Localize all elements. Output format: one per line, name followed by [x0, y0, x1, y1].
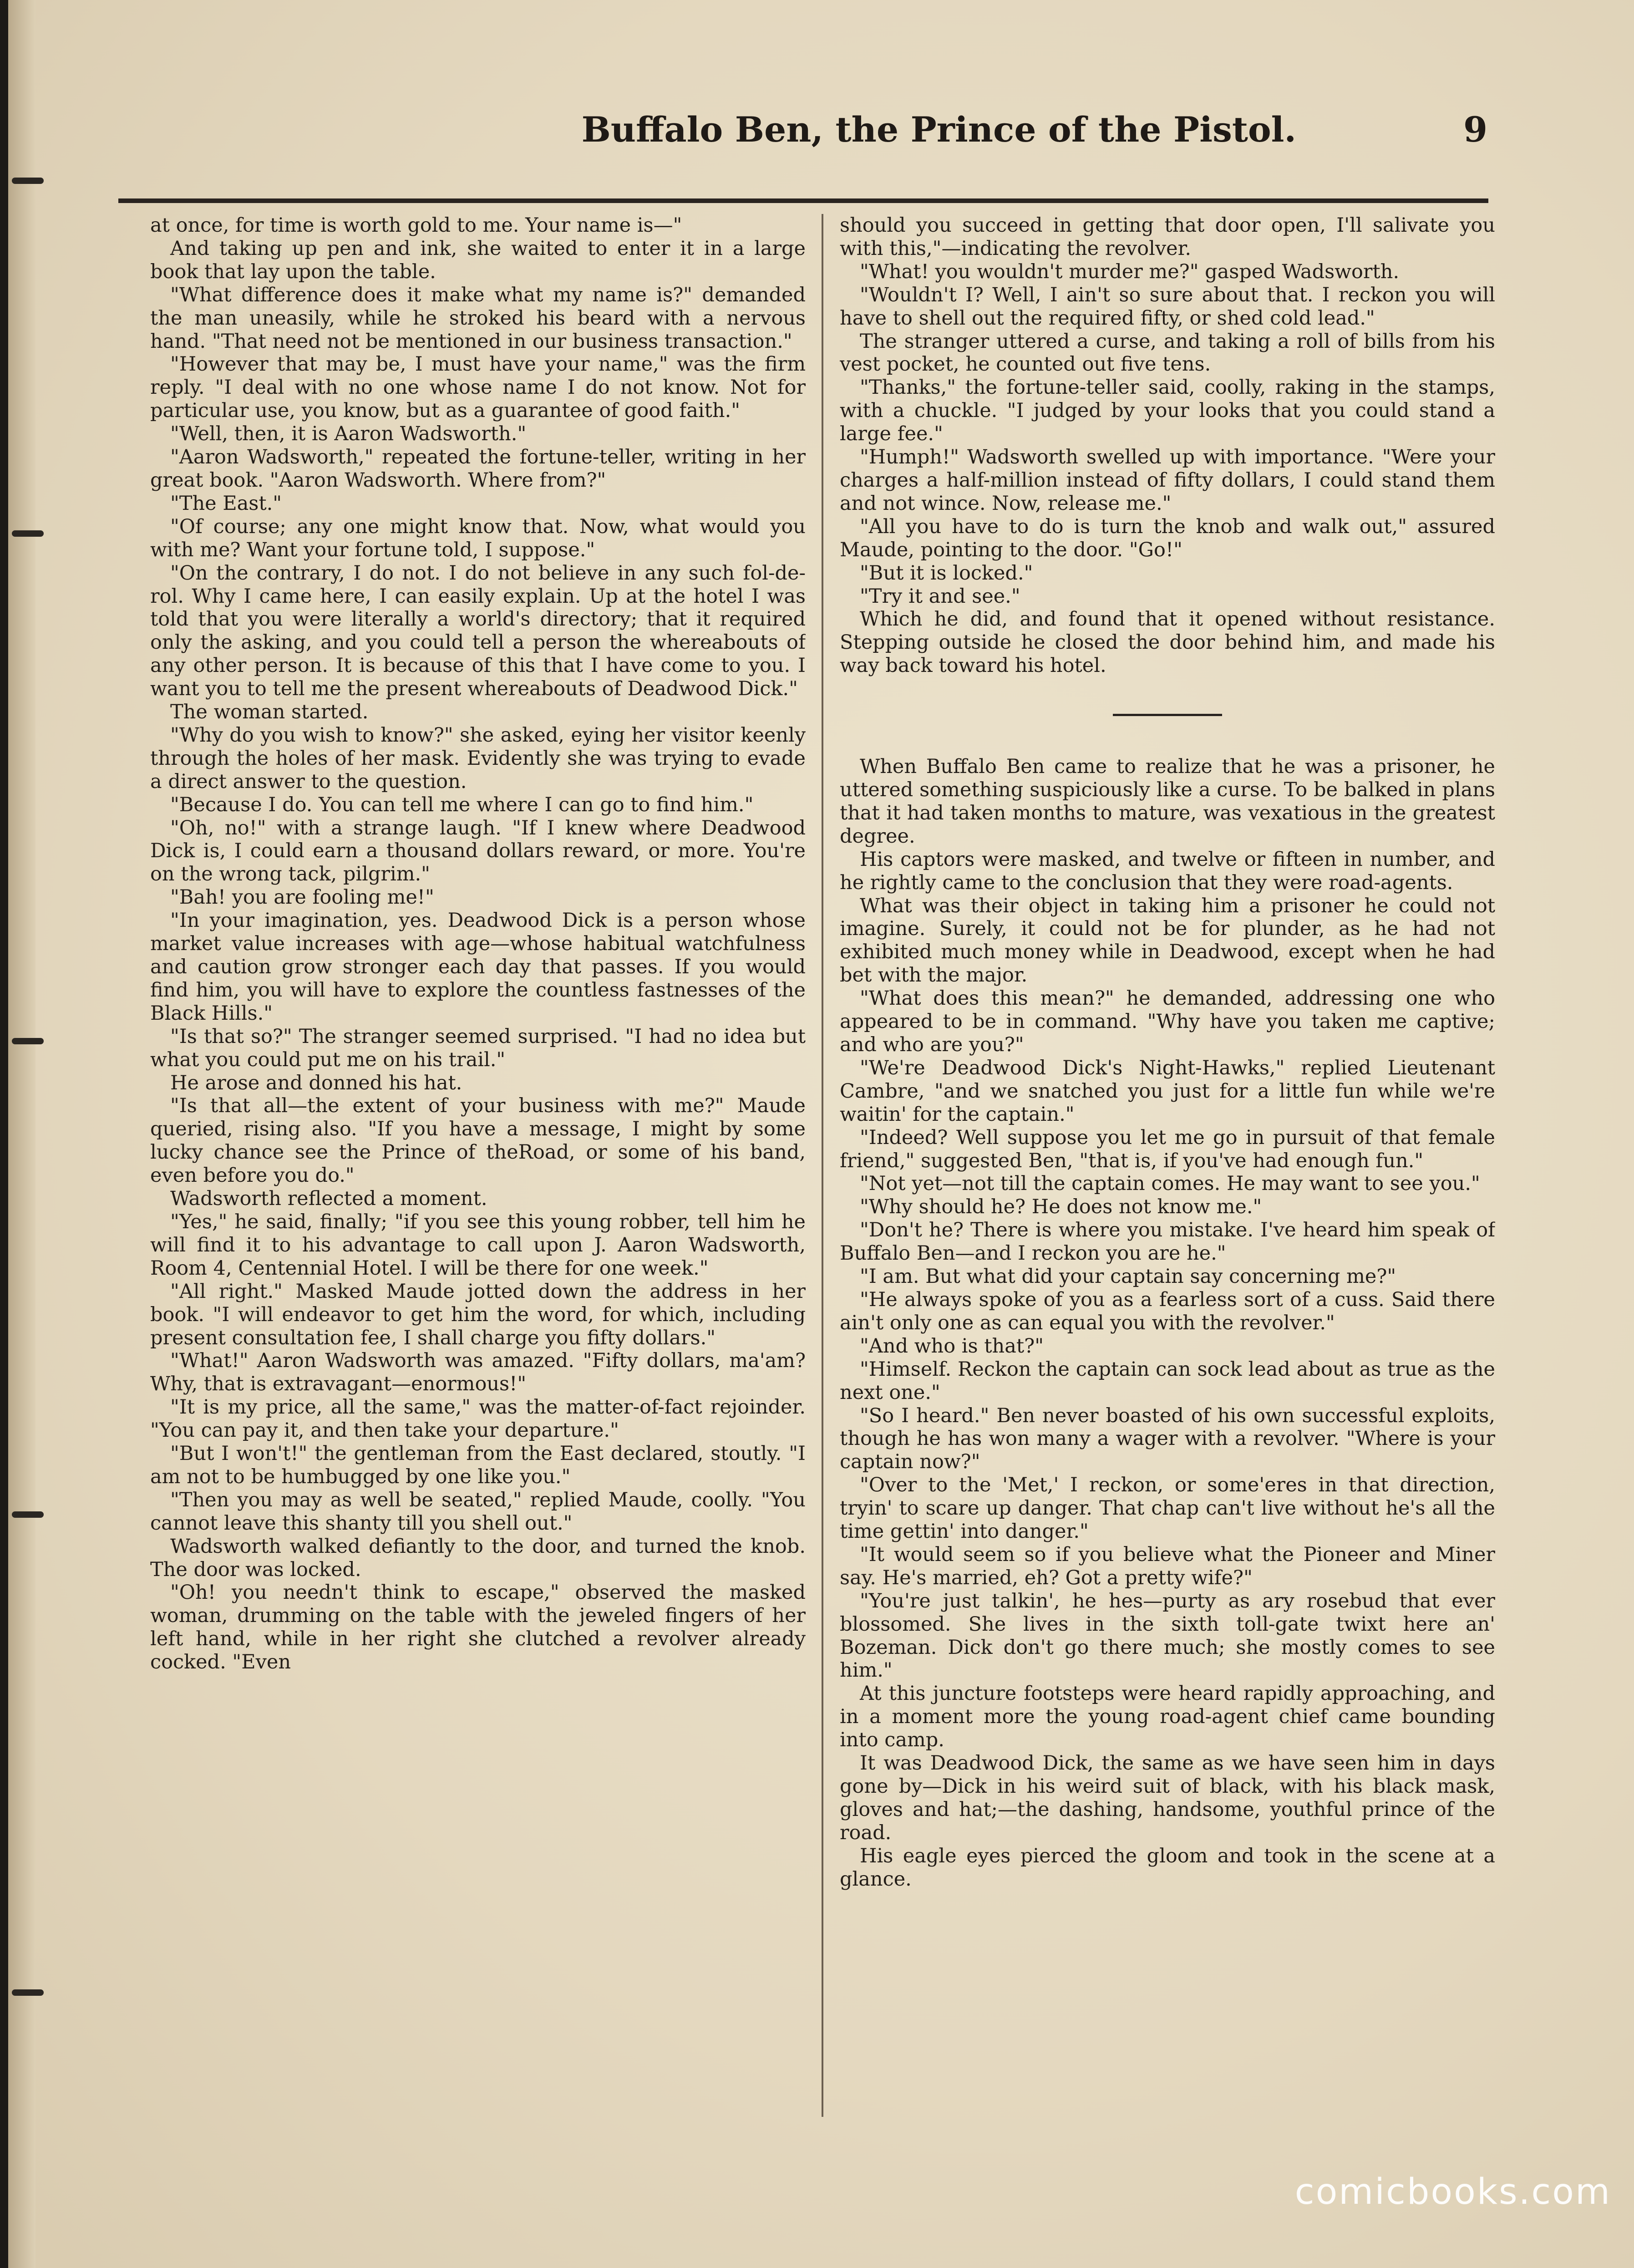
paragraph: "It would seem so if you believe what the Pioneer and Miner say. He's married, eh? Got a pretty wife?": [840, 1543, 1495, 1589]
paragraph: Wadsworth walked defiantly to the door, and turned the knob. The door was locked.: [150, 1535, 806, 1581]
section-break-rule: [1113, 714, 1222, 716]
binding-stitch: [12, 178, 44, 184]
paragraph: The woman started.: [170, 701, 369, 724]
paragraph: The stranger uttered a curse, and taking a roll of bills from his vest pocket, he counted out five tens.: [840, 330, 1495, 376]
paragraph: "Himself. Reckon the captain can sock lead about as true as the next one.": [840, 1358, 1495, 1404]
paragraph: "Thanks," the fortune-teller said, coolly, raking in the stamps, with a chuckle. "I judged by your looks that you could stand a large fee.": [840, 376, 1495, 446]
paragraph: "Yes," he said, finally; "if you see this young robber, tell him he will find it to his advantage to call upon J. Aaron Wadsworth, Room 4, Centennial Hotel. I will be there for one week.": [150, 1210, 806, 1280]
paragraph: "Indeed? Well suppose you let me go in pursuit of that female friend," suggested Ben, "that is, if you've had enough fun.": [840, 1126, 1495, 1172]
watermark: comicbooks.com: [1294, 2171, 1611, 2212]
paragraph: "Because I do. You can tell me where I can go to find him.": [170, 793, 754, 816]
binding-stitch: [12, 1989, 44, 1996]
paragraph: "But it is locked.": [860, 561, 1033, 585]
paragraph: "Over to the 'Met,' I reckon, or some'eres in that direction, tryin' to scare up danger. That chap can't live without he's all the time gettin' into danger.": [840, 1474, 1495, 1543]
paragraph: "Is that all—the extent of your business with me?" Maude queried, rising also. "If you have a message, I might by some lucky chance see the Prince of theRoad, or some of his band, even before you do.": [150, 1094, 806, 1187]
paragraph: "Humph!" Wadsworth swelled up with importance. "Were your charges a half-million instead of fifty dollars, I could stand them and not wince. Now, release me.": [840, 446, 1495, 515]
binding-stitch: [12, 530, 44, 537]
paragraph: "I am. But what did your captain say concerning me?": [860, 1265, 1396, 1288]
paragraph: "Aaron Wadsworth," repeated the fortune-teller, writing in her great book. "Aaron Wadsworth. Where from?": [150, 446, 806, 492]
paragraph: "So I heard." Ben never boasted of his own successful exploits, though he has won many a wager with a revolver. "Where is your captain now?": [840, 1404, 1495, 1474]
paragraph: "What difference does it make what my name is?" demanded the man uneasily, while he stroked his beard with a nervous hand. "That need not be mentioned in our business transaction.": [150, 283, 806, 353]
paragraph: "Don't he? There is where you mistake. I've heard him speak of Buffalo Ben—and I reckon you are he.": [840, 1219, 1495, 1265]
paragraph: What was their object in taking him a prisoner he could not imagine. Surely, it could not be for plunder, as he had not exhibited much money while in Deadwood, except when he had bet with the major.: [840, 894, 1495, 987]
paragraph: "Why do you wish to know?" she asked, eying her visitor keenly through the holes of her mask. Evidently she was trying to evade a direct answer to the question.: [150, 723, 806, 793]
paragraph: "Oh, no!" with a strange laugh. "If I knew where Deadwood Dick is, I could earn a thousand dollars reward, or more. You're on the wrong tack, pilgrim.": [150, 816, 806, 886]
left-text-column: [150, 214, 806, 2126]
binding-stitch: [12, 1511, 44, 1518]
running-title: Buffalo Ben, the Prince of the Pistol.: [581, 109, 1296, 150]
right-text-column: [840, 214, 1495, 2126]
paragraph: "In your imagination, yes. Deadwood Dick is a person whose market value increases with age—whose habitual watchfulness and caution grow stronger each day that passes. If you would find him, you will have to explore the countless fastnesses of the Black Hills.": [150, 909, 806, 1025]
paragraph: "But I won't!" the gentleman from the East declared, stoutly. "I am not to be humbugged by one like you.": [150, 1442, 806, 1488]
paragraph: "Try it and see.": [860, 585, 1020, 608]
paragraph: "However that may be, I must have your name," was the firm reply. "I deal with no one whose name I do not know. Not for particular use, you know, but as a guarantee of good faith.": [150, 353, 806, 422]
paragraph: "All you have to do is turn the knob and walk out," assured Maude, pointing to the door. "Go!": [840, 515, 1495, 561]
paragraph: Wadsworth reflected a moment.: [170, 1187, 487, 1210]
paragraph: "Well, then, it is Aaron Wadsworth.": [170, 422, 527, 446]
paragraph: When Buffalo Ben came to realize that he was a prisoner, he uttered something suspiciously like a curse. To be balked in plans that it had taken months to mature, was vexatious in the greatest degree.: [840, 755, 1495, 848]
paragraph: "Not yet—not till the captain comes. He may want to see you.": [860, 1172, 1480, 1195]
paragraph: His captors were masked, and twelve or fifteen in number, and he rightly came to the conclusion that they were road-agents.: [840, 848, 1495, 894]
paragraph: "Then you may as well be seated," replied Maude, coolly. "You cannot leave this shanty till you shell out.": [150, 1488, 806, 1535]
paragraph: "What does this mean?" he demanded, addressing one who appeared to be in command. "Why have you taken me captive; and who are you?": [840, 987, 1495, 1056]
paragraph: "Is that so?" The stranger seemed surprised. "I had no idea but what you could put me on his trail.": [150, 1025, 806, 1071]
header-rule: [118, 198, 1488, 203]
paragraph: "All right." Masked Maude jotted down the address in her book. "I will endeavor to get him the word, for which, including present consultation fee, I shall charge you fifty dollars.": [150, 1280, 806, 1349]
paragraph: at once, for time is worth gold to me. Your name is—": [150, 214, 682, 237]
binding-stitch: [12, 1038, 44, 1044]
paragraph: "On the contrary, I do not. I do not believe in any such fol-de-rol. Why I came here, I can easily explain. Up at the hotel I was told that you were literally a world's directory; that it required only the asking, and you could tell a person the whereabouts of any other person. It is because of this that I have come to you. I want you to tell me the present whereabouts of Deadwood Dick.": [150, 561, 806, 701]
paragraph: It was Deadwood Dick, the same as we have seen him in days gone by—Dick in his weird suit of black, with his black mask, gloves and hat;—the dashing, handsome, youthful prince of the road.: [840, 1752, 1495, 1844]
paragraph: "He always spoke of you as a fearless sort of a cuss. Said there ain't only one as can equal you with the revolver.": [840, 1288, 1495, 1334]
page-number: 9: [1463, 109, 1487, 150]
paragraph: should you succeed in getting that door open, I'll salivate you with this,"—indicating the revolver.: [840, 214, 1495, 260]
paragraph: His eagle eyes pierced the gloom and took in the scene at a glance.: [840, 1844, 1495, 1891]
paragraph: "Oh! you needn't think to escape," observed the masked woman, drumming on the table with the jeweled fingers of her left hand, while in her right she clutched a revolver already cocked. "Even: [150, 1581, 806, 1674]
paragraph: "And who is that?": [860, 1334, 1044, 1358]
paragraph: And taking up pen and ink, she waited to enter it in a large book that lay upon the table.: [150, 237, 806, 283]
paragraph: "Bah! you are fooling me!": [170, 886, 434, 909]
paragraph: Which he did, and found that it opened without resistance. Stepping outside he closed the door behind him, and made his way back toward his hotel.: [840, 608, 1495, 677]
paragraph: "What! you wouldn't murder me?" gasped Wadsworth.: [860, 260, 1400, 283]
paragraph: He arose and donned his hat.: [170, 1071, 462, 1094]
binding-spine: [8, 0, 36, 2268]
paragraph: "You're just talkin', he hes—purty as ary rosebud that ever blossomed. She lives in the sixth toll-gate twixt here an' Bozeman. Dick don't go there much; she mostly comes to see him.": [840, 1589, 1495, 1682]
paragraph: At this juncture footsteps were heard rapidly approaching, and in a moment more the young road-agent chief came bounding into camp.: [840, 1682, 1495, 1752]
column-divider: [822, 214, 823, 2117]
paragraph: "What!" Aaron Wadsworth was amazed. "Fifty dollars, ma'am? Why, that is extravagant—enormous!": [150, 1349, 806, 1396]
paragraph: "The East.": [170, 492, 282, 515]
paragraph: "We're Deadwood Dick's Night-Hawks," replied Lieutenant Cambre, "and we snatched you just for a little fun while we're waitin' for the captain.": [840, 1056, 1495, 1126]
paragraph: "Why should he? He does not know me.": [860, 1195, 1262, 1219]
paragraph: "It is my price, all the same," was the matter-of-fact rejoinder. "You can pay it, and then take your departure.": [150, 1396, 806, 1442]
paragraph: "Of course; any one might know that. Now, what would you with me? Want your fortune told, I suppose.": [150, 515, 806, 561]
paragraph: "Wouldn't I? Well, I ain't so sure about that. I reckon you will have to shell out the required fifty, or shed cold lead.": [840, 283, 1495, 330]
